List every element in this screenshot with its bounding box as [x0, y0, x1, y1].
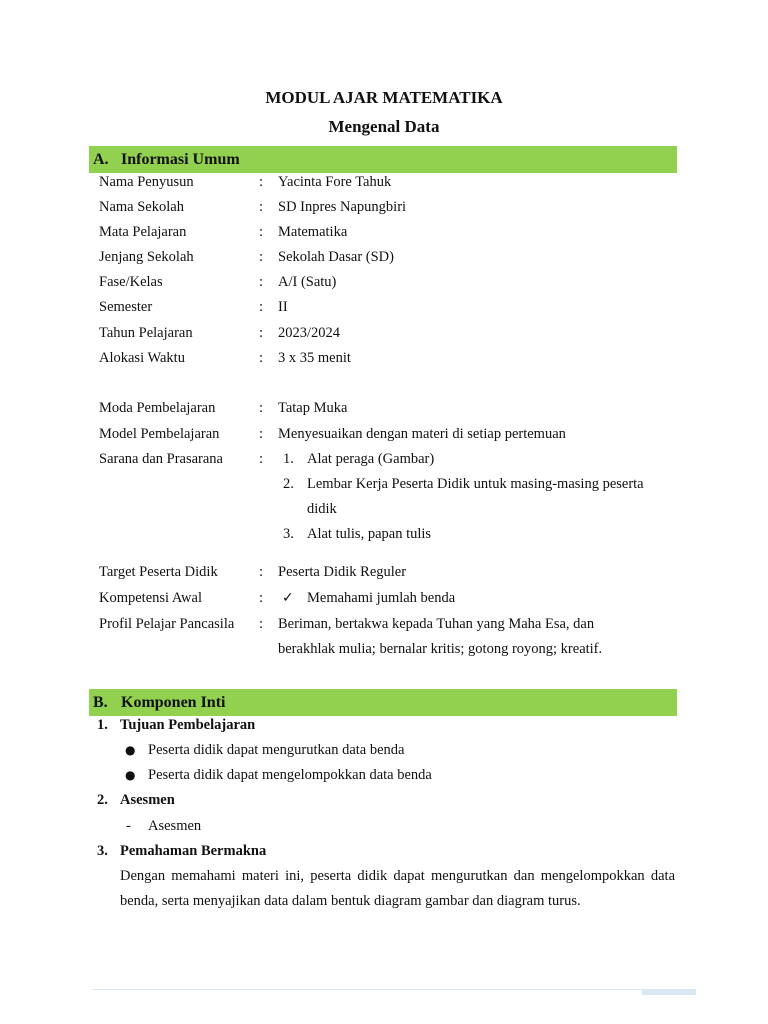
info-value: Beriman, bertakwa kepada Tuhan yang Maha Esa, dan — [278, 616, 595, 632]
info-value: Memahami jumlah benda — [307, 590, 456, 606]
info-value: A/I (Satu) — [278, 274, 337, 290]
info-row-tahun-pelajaran — [99, 322, 689, 344]
info-row-nama-sekolah — [99, 196, 689, 218]
info-label: Sarana dan Prasarana — [99, 451, 223, 467]
info-label: Mata Pelajaran — [99, 224, 187, 240]
info-row-sarana-prasarana — [99, 448, 689, 470]
info-colon: : — [259, 224, 264, 240]
document-title: MODUL AJAR MATEMATIKA — [265, 88, 503, 107]
sarana-item-continuation — [99, 498, 689, 520]
info-row-continuation — [99, 638, 689, 660]
info-label: Kompetensi Awal — [99, 590, 202, 606]
info-value: berakhlak mulia; bernalar kritis; gotong royong; kreatif. — [278, 641, 603, 657]
info-colon: : — [259, 426, 264, 442]
tujuan-item: Peserta didik dapat mengurutkan data benda — [148, 742, 405, 758]
sarana-item-text: Alat tulis, papan tulis — [307, 526, 432, 542]
info-value: 3 x 35 menit — [278, 350, 351, 366]
info-colon: : — [259, 299, 264, 315]
info-colon: : — [259, 400, 264, 416]
pemahaman-paragraph: Dengan memahami materi ini, peserta didik dapat mengurutkan dan mengelompokkan data benda, serta menyajikan data dalam bentuk diagram gambar dan diagram turus. — [120, 868, 675, 909]
section-a-number: A. — [93, 151, 109, 168]
info-colon: : — [259, 451, 264, 467]
footer-divider — [92, 989, 696, 990]
info-label: Alokasi Waktu — [99, 350, 185, 366]
info-row-model-pembelajaran — [99, 423, 689, 445]
info-colon: : — [259, 274, 264, 290]
pemahaman-number: 3. — [97, 843, 108, 859]
bullet-icon: ● — [125, 743, 136, 757]
info-label: Moda Pembelajaran — [99, 400, 216, 416]
tujuan-number: 1. — [97, 717, 108, 733]
info-row-fase-kelas — [99, 271, 689, 293]
info-label: Tahun Pelajaran — [99, 325, 193, 341]
checkmark-icon: ✓ — [282, 590, 294, 606]
info-row-alokasi-waktu — [99, 347, 689, 369]
info-row-target-peserta-didik — [99, 561, 689, 583]
pemahaman-heading: Pemahaman Bermakna — [120, 843, 267, 859]
info-colon: : — [259, 199, 264, 215]
dash-marker: - — [126, 818, 131, 834]
info-row-kompetensi-awal — [99, 587, 689, 609]
info-row-profil-pelajar-pancasila — [99, 613, 689, 635]
sarana-item-number: 3. — [283, 526, 294, 542]
info-value: Matematika — [278, 224, 348, 240]
info-row-semester — [99, 296, 689, 318]
info-value: II — [278, 299, 288, 315]
section-b-heading: Komponen Inti — [121, 694, 226, 711]
section-a-heading: Informasi Umum — [121, 151, 240, 168]
asesmen-heading: Asesmen — [120, 792, 175, 808]
info-label: Nama Penyusun — [99, 174, 194, 190]
info-value: SD Inpres Napungbiri — [278, 199, 407, 215]
info-colon: : — [259, 590, 264, 606]
sarana-item — [99, 473, 689, 495]
info-row-jenjang-sekolah — [99, 246, 689, 268]
sarana-item-text: didik — [307, 501, 337, 517]
info-label: Nama Sekolah — [99, 199, 184, 215]
document-subtitle: Mengenal Data — [328, 117, 440, 136]
asesmen-item: Asesmen — [148, 818, 202, 834]
bullet-icon: ● — [125, 768, 136, 782]
info-colon: : — [259, 616, 264, 632]
footer-page-box — [642, 989, 696, 995]
info-label: Semester — [99, 299, 153, 315]
info-colon: : — [259, 325, 264, 341]
info-colon: : — [259, 564, 264, 580]
info-value: Peserta Didik Reguler — [278, 564, 407, 580]
info-value: 2023/2024 — [278, 325, 341, 341]
info-row-mata-pelajaran — [99, 221, 689, 243]
info-colon: : — [259, 249, 264, 265]
sarana-item-number: 2. — [283, 476, 294, 492]
info-value: Tatap Muka — [278, 400, 348, 416]
section-b-number: B. — [93, 694, 108, 711]
info-row-nama-penyusun — [99, 171, 689, 193]
info-value: Yacinta Fore Tahuk — [278, 174, 392, 190]
sarana-item-number: 1. — [283, 451, 294, 467]
info-label: Model Pembelajaran — [99, 426, 220, 442]
info-value: Menyesuaikan dengan materi di setiap pertemuan — [278, 426, 566, 442]
section-b-header — [89, 689, 677, 716]
tujuan-heading: Tujuan Pembelajaran — [120, 717, 256, 733]
sarana-item-text: Alat peraga (Gambar) — [307, 451, 435, 467]
info-value: Sekolah Dasar (SD) — [278, 249, 394, 265]
info-row-moda-pembelajaran — [99, 397, 689, 419]
info-label: Target Peserta Didik — [99, 564, 218, 580]
section-a-header — [89, 146, 677, 173]
info-colon: : — [259, 350, 264, 366]
info-label: Fase/Kelas — [99, 274, 163, 290]
asesmen-number: 2. — [97, 792, 108, 808]
info-colon: : — [259, 174, 264, 190]
sarana-item-text: Lembar Kerja Peserta Didik untuk masing-masing peserta — [307, 476, 644, 492]
tujuan-item: Peserta didik dapat mengelompokkan data benda — [148, 767, 432, 783]
sarana-item — [99, 523, 689, 545]
info-label: Jenjang Sekolah — [99, 249, 194, 265]
info-label: Profil Pelajar Pancasila — [99, 616, 235, 632]
